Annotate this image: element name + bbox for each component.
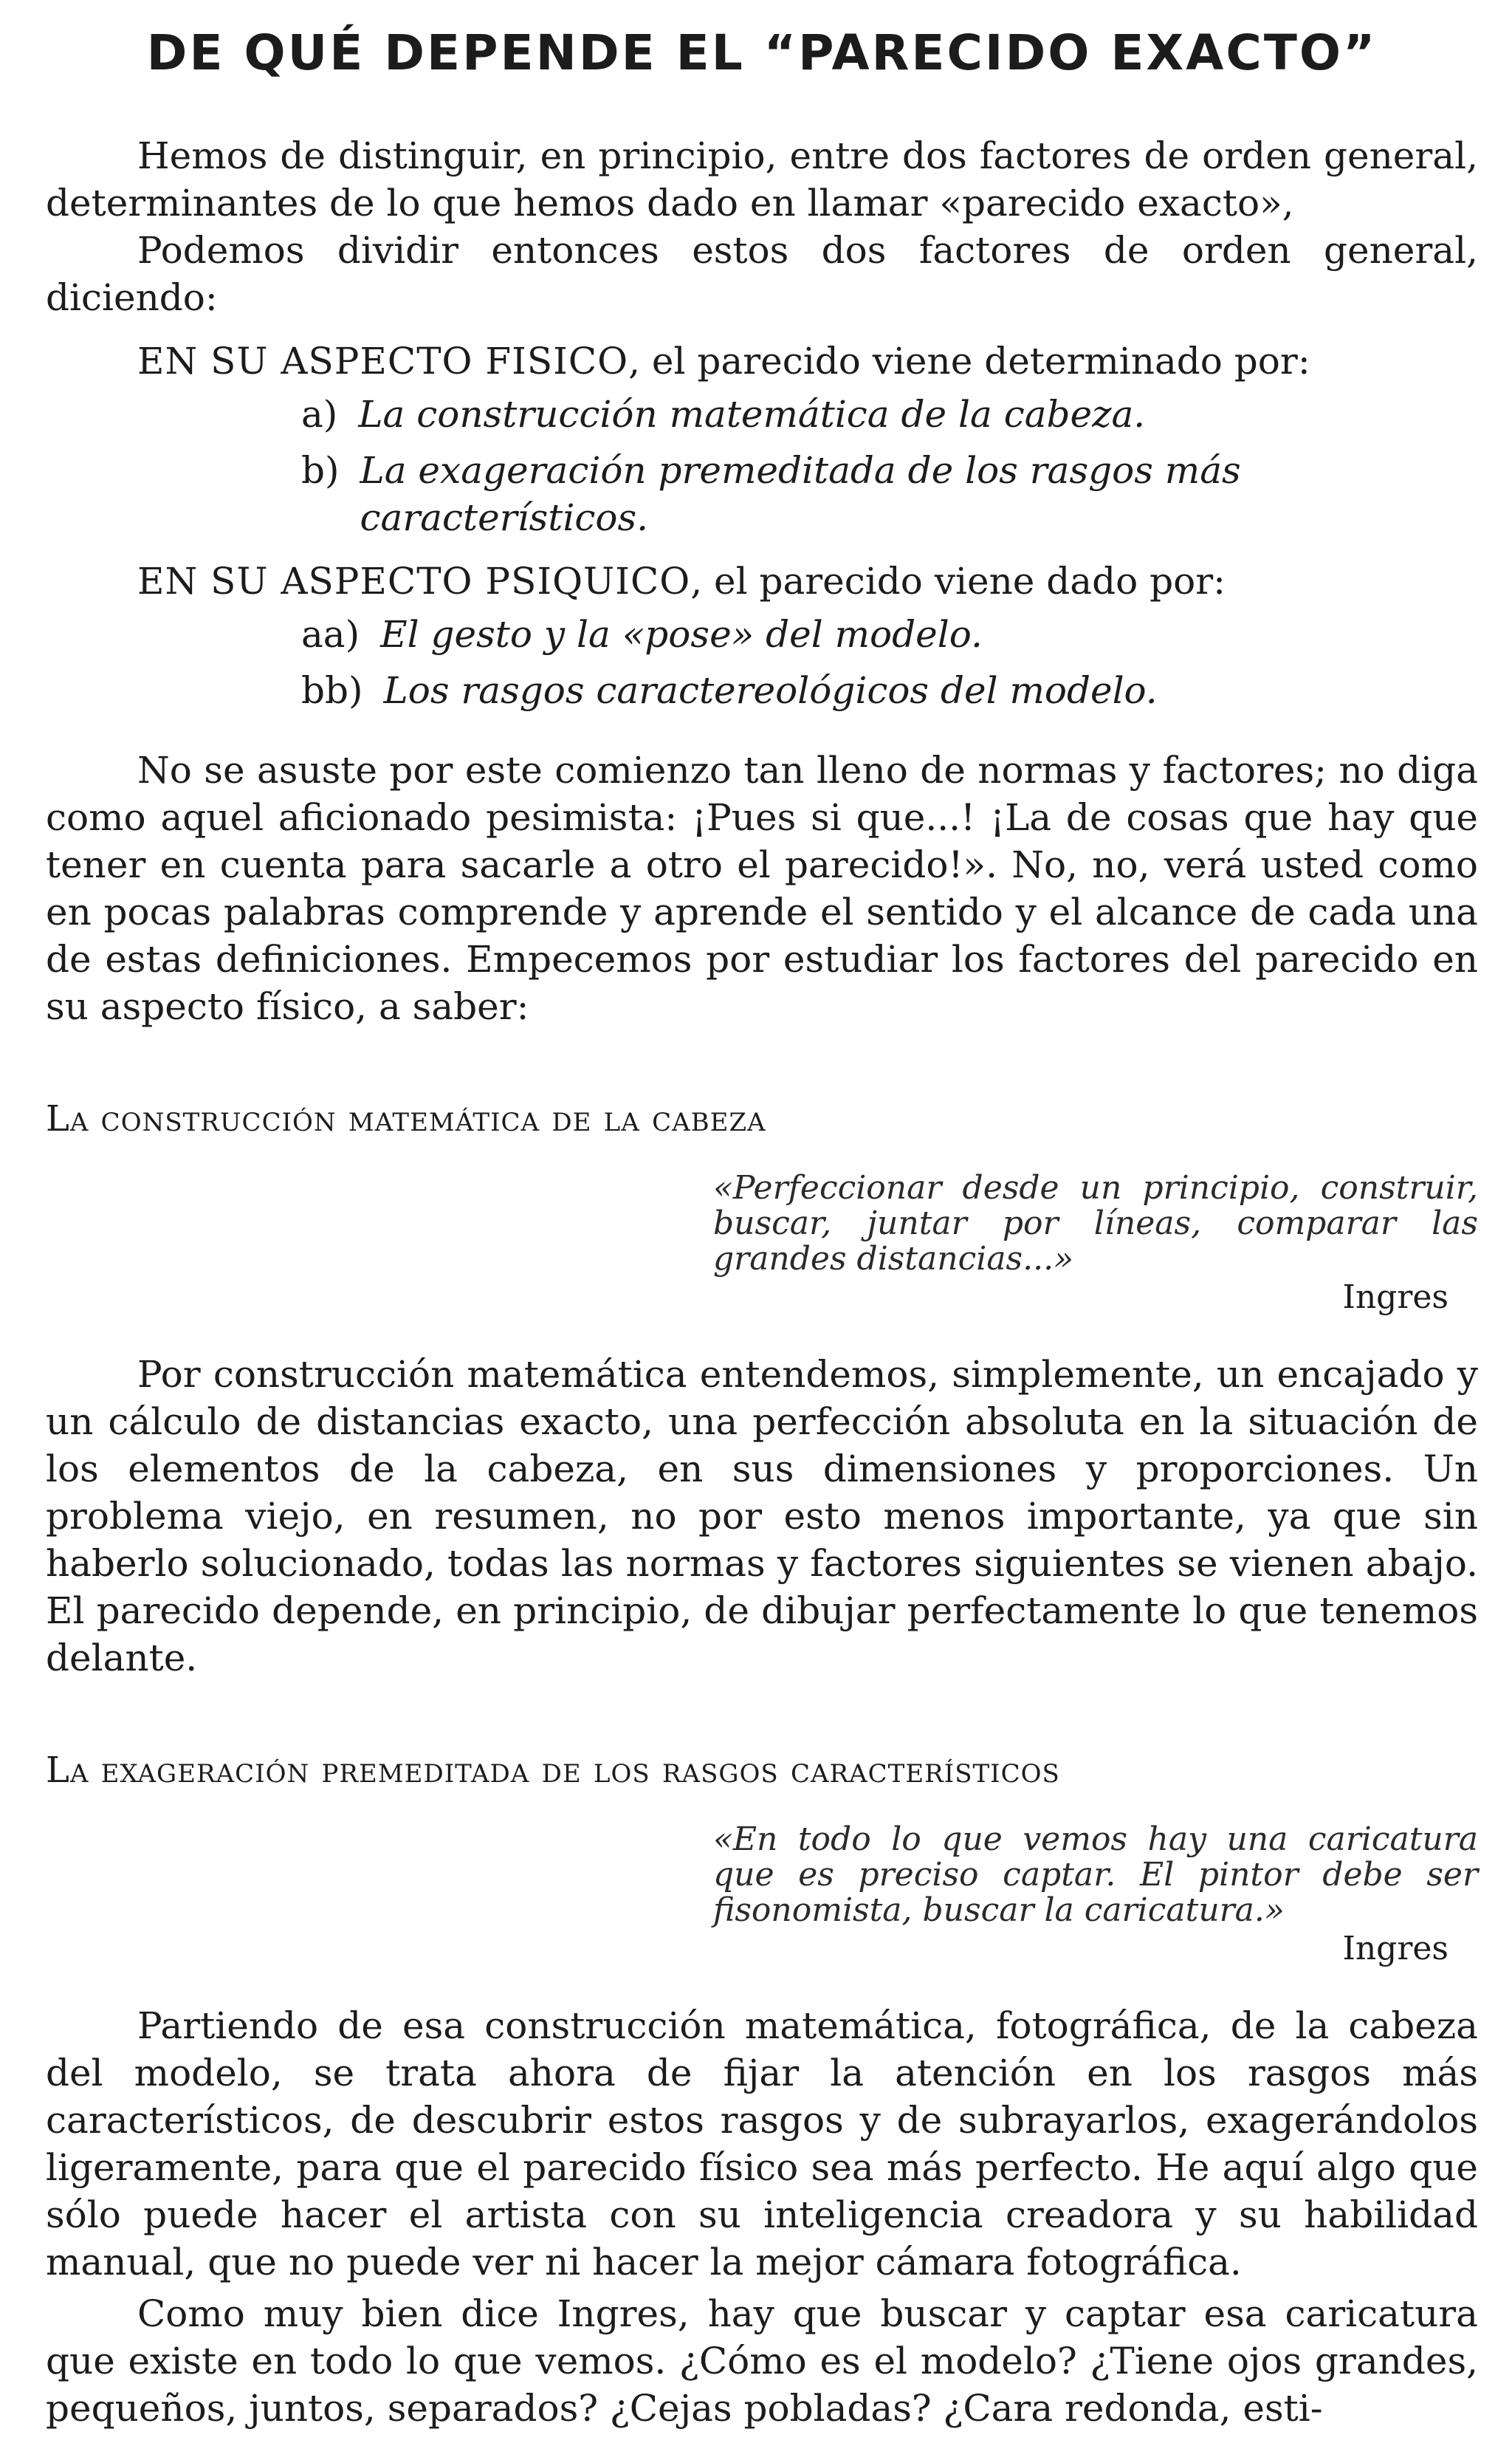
list-item bbox=[301, 447, 1478, 541]
epigraph-author: Ingres bbox=[1342, 1929, 1449, 1967]
document-page bbox=[46, 24, 1478, 2432]
list-item bbox=[301, 611, 1478, 658]
psychic-aspect-label: EN SU ASPECTO PSIQUICO bbox=[137, 559, 691, 603]
intro-paragraph-1: Hemos de distinguir, en principio, entre dos factores de orden general, determinantes de lo que hemos dado en llamar «parecido exacto», bbox=[46, 134, 1478, 225]
list-marker: a) bbox=[301, 392, 338, 436]
physical-factors-list bbox=[301, 391, 1478, 541]
epigraph-quote: «Perfeccionar desde un principio, construir, buscar, juntar por líneas, comparar las grandes distancias...» bbox=[713, 1168, 1478, 1278]
physical-aspect-line bbox=[137, 338, 1478, 385]
list-item bbox=[301, 667, 1478, 714]
list-item-text: Los rasgos caractereológicos del modelo. bbox=[383, 668, 1158, 712]
list-item-text: La exageración premeditada de los rasgos más característicos. bbox=[360, 448, 1241, 539]
physical-aspect-rest: , el parecido viene determinado por: bbox=[628, 339, 1310, 383]
physical-aspect-label: EN SU ASPECTO FISICO bbox=[137, 339, 629, 383]
list-item bbox=[301, 391, 1478, 438]
psychic-factors-list bbox=[301, 611, 1478, 714]
construction-paragraph: Por construcción matemática entendemos, simplemente, un encajado y un cálculo de distancias exacto, una perfección absoluta en la situación de los elementos de la cabeza, en sus dimensiones y proporciones. Un problema viejo, en resumen, no por esto menos importante, ya que sin haberlo solucionado, todas las normas y factores siguientes se vienen abajo. El parecido depende, en principio, de dibujar perfectamente lo que tenemos delante. bbox=[46, 1352, 1478, 1679]
list-marker: b) bbox=[301, 448, 340, 492]
reassure-paragraph: No se asuste por este comienzo tan lleno de normas y factores; no diga como aquel aficionado pesimista: ¡Pues si que...! ¡La de cosas que hay que tener en cuenta para sacarle a otro el parecido!». No, no, verá usted como en pocas palabras comprende y aprende el sentido y el alcance de cada una de estas definiciones. Empecemos por estudiar los factores del parecido en su aspecto físico, a saber: bbox=[46, 748, 1478, 1028]
list-item-text: La construcción matemática de la cabeza. bbox=[358, 392, 1146, 436]
section-heading-exaggeration: La exageración premeditada de los rasgos característicos bbox=[46, 1749, 1060, 1791]
exaggeration-paragraph-2: Como muy bien dice Ingres, hay que buscar y captar esa caricatura que existe en todo lo que vemos. ¿Cómo es el modelo? ¿Tiene ojos grandes, pequeños, juntos, separados? ¿Cejas pobladas? ¿Cara redonda, esti- bbox=[46, 2292, 1478, 2430]
list-marker: bb) bbox=[301, 668, 363, 712]
exaggeration-paragraph-1: Partiendo de esa construcción matemática, fotográfica, de la cabeza del modelo, se trata ahora de fijar la atención en los rasgos más característicos, de descubrir estos rasgos y de subrayarlos, exagerándolos ligeramente, para que el parecido físico sea más perfecto. He aquí algo que sólo puede hacer el artista con su inteligencia creadora y su habilidad manual, que no puede ver ni hacer la mejor cámara fotográfica. bbox=[46, 2004, 1478, 2283]
list-marker: aa) bbox=[301, 612, 360, 656]
list-item-text: El gesto y la «pose» del modelo. bbox=[380, 612, 983, 656]
psychic-aspect-line bbox=[137, 558, 1478, 605]
page-title: DE QUÉ DEPENDE EL “PARECIDO EXACTO” bbox=[146, 24, 1378, 81]
epigraph-author: Ingres bbox=[1342, 1278, 1449, 1316]
intro-paragraph-2: Podemos dividir entonces estos dos factores de orden general, diciendo: bbox=[46, 228, 1478, 319]
section-heading-construction: La construcción matemática de la cabeza bbox=[46, 1097, 766, 1140]
epigraph-quote: «En todo lo que vemos hay una caricatura que es preciso captar. El pintor debe ser fisonomista, buscar la caricatura.» bbox=[713, 1820, 1478, 1929]
psychic-aspect-rest: , el parecido viene dado por: bbox=[690, 559, 1226, 603]
